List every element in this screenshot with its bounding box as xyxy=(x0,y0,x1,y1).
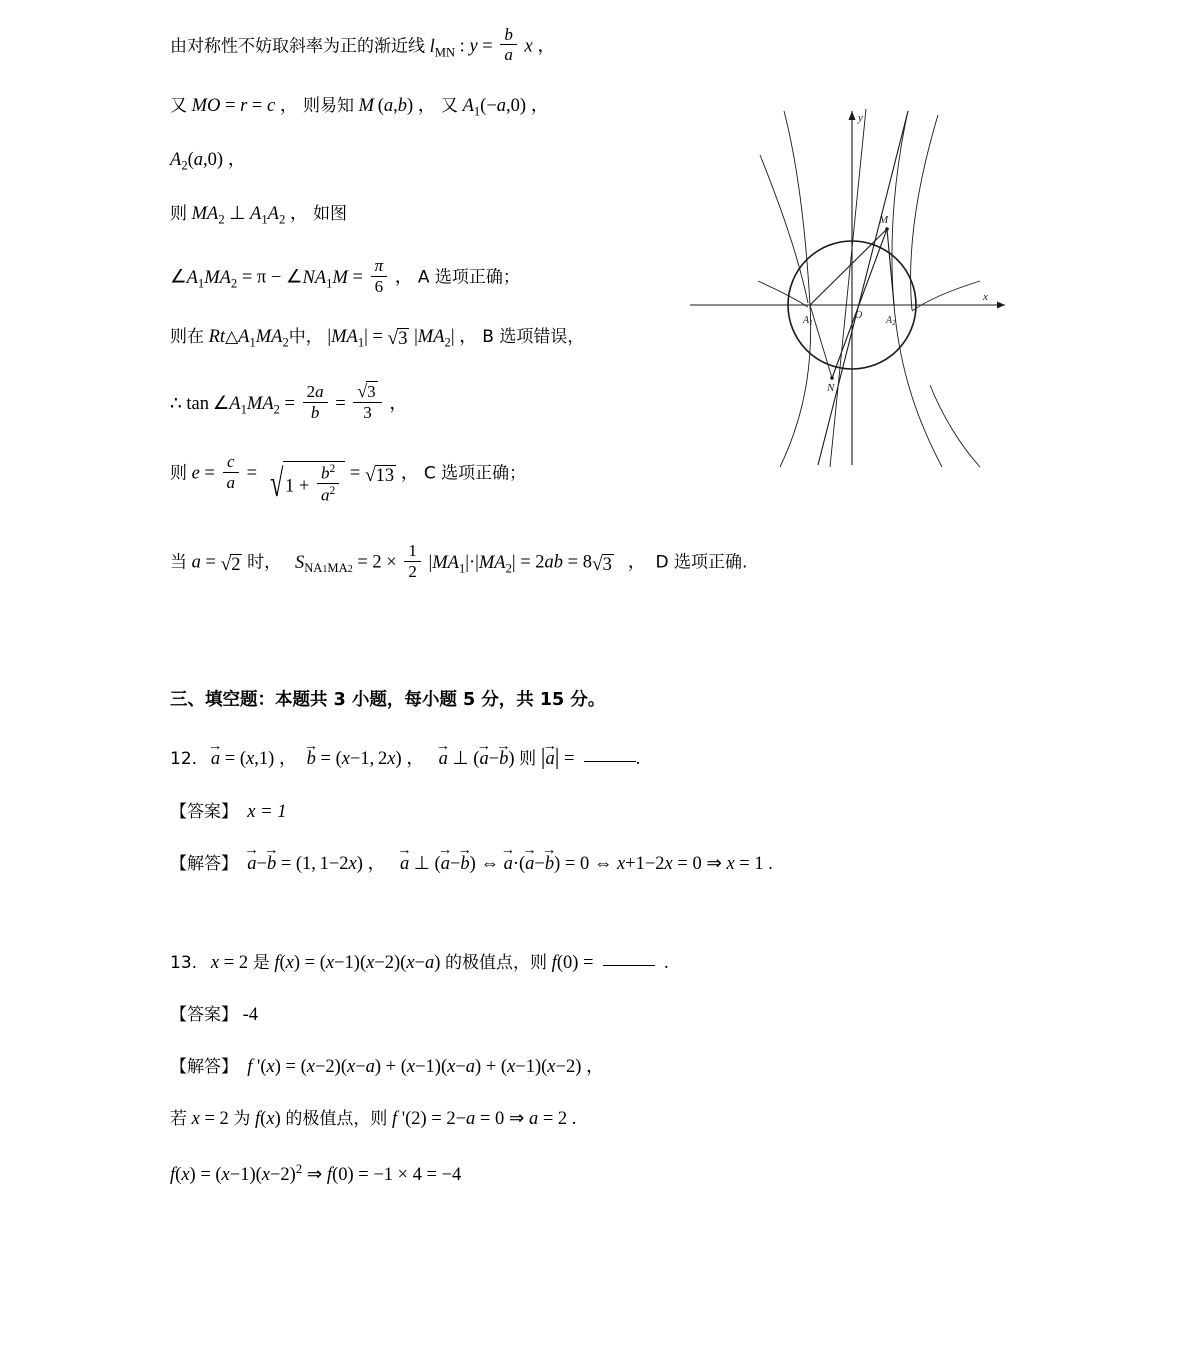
solution-line-8: 则 e = $\frac{c}{a}$ = √ 1 + $\frac{b^2}{a^2}$ = √13 ， C 选项正确； xyxy=(170,452,527,505)
point-N-dot xyxy=(830,376,834,380)
question-12: 12. a → = (x,1) ， b → = (x−1, 2x) ， a → ⊥ (a →−b →) 则 |a →| = . xyxy=(170,744,1030,771)
fraction-b-over-a: $\frac{b}{a}$ xyxy=(500,26,517,65)
text-run: 则在 xyxy=(170,327,204,348)
spacer xyxy=(170,612,1030,690)
question-13-answer xyxy=(170,1005,1030,1026)
solution-label: 【解答】 xyxy=(170,854,238,875)
y-axis-arrow xyxy=(849,111,856,120)
question-13: 13. x = 2 是 f(x) = (x−1)(x−2)(x−a) 的极值点，则 f(0) = . xyxy=(170,952,669,973)
text-run: 为 xyxy=(233,1109,251,1130)
text-run: 又 xyxy=(170,95,187,116)
sqrt-expression: √ 1 + $\frac{b^2}{a^2}$ xyxy=(262,461,346,506)
solution-line-6: 则在 $Rt\triangle A_1MA_2$中， $|MA_1| = √3$ $|MA_2|$ ， B 选项错误， xyxy=(170,327,585,350)
answer-label: 【答案】 xyxy=(170,802,238,823)
point-O-label: O xyxy=(855,310,863,321)
solution-line-1: 由对称性不妨取斜率为正的渐近线 $l_{MN}$ : y = $\frac{b}{a}$ x ， xyxy=(170,25,556,65)
hyperbola-branch-extra-3 xyxy=(930,385,980,467)
point-N-label: N xyxy=(827,382,835,394)
text-run: 又 xyxy=(440,95,458,116)
x-axis-arrow xyxy=(997,302,1005,309)
text-run: 由对称性不妨取斜率为正的渐近线 xyxy=(170,36,425,57)
asymptote-positive xyxy=(818,111,908,465)
text-run: B 选项错误， xyxy=(482,327,585,348)
answer-blank xyxy=(584,761,636,762)
x-axis-label: x xyxy=(983,291,988,303)
hyperbola-branch-left xyxy=(780,111,811,467)
question-number: 13. xyxy=(170,952,198,973)
text-run: 则 xyxy=(170,463,187,484)
section-heading-text: 三、填空题：本题共 3 小题，每小题 5 分，共 15 分。 xyxy=(170,690,606,711)
fraction-sqrt3-over-3: $\frac{√3}{3}$ xyxy=(353,382,381,423)
point-M-dot xyxy=(885,227,889,231)
section-heading xyxy=(170,690,1030,711)
hyperbola-branch-extra-2 xyxy=(912,281,980,311)
segment-NA1 xyxy=(810,305,832,378)
segment-MN xyxy=(832,229,887,378)
answer-value: -4 xyxy=(242,1004,259,1025)
hyperbola-branch-right-upper xyxy=(892,111,942,467)
text-run: 时， xyxy=(247,552,282,573)
hyperbola-branch-extra-1 xyxy=(911,115,938,310)
solution-line-4: 则 $MA_2$ ⊥ $A_1A_2$ ， 如图 xyxy=(170,203,347,227)
answer-value: x = 1 xyxy=(247,802,287,823)
hyperbola-branch-extra-5 xyxy=(760,155,808,303)
text-run: 则 xyxy=(170,203,187,224)
text-run: A 选项正确； xyxy=(417,268,520,288)
question-12-solution: 【解答】 a →−b → = (1, 1−2x) ， a → ⊥ (a →−b →) ⇔ a →·(a →−b →) = 0 ⇔ x+1−2x = 0 ⇒ x = 1 . xyxy=(170,854,1030,875)
solution-line-5: $\angle A_1MA_2 = \pi$ − $\angle NA_1M$ = $\frac{\pi}{6}$ ， A 选项正确； xyxy=(170,256,520,296)
answer-label: 【答案】 xyxy=(170,1004,238,1025)
question-13-solution-3: $f(x) = (x-1)(x-2)^2$ ⇒ f(0) = −1 × 4 = −4 xyxy=(170,1161,462,1185)
solution-line-3: $A_2(a,0)$ ， xyxy=(170,149,247,173)
solution-line-7: ∴ $\tan \angle A_1MA_2$ = $\frac{2a}{b}$ = $\frac{√3}{3}$ ， xyxy=(170,381,408,422)
fraction-pi-over-6: $\frac{\pi}{6}$ xyxy=(371,257,388,296)
text-run: 的极值点，则 xyxy=(445,952,548,973)
solution-line-9: 当 a = √2 时， $S_{NA1MA2} = 2$ × $\frac{1}{2}$ $|MA_1|\cdot|MA_2| = 2ab = 8√3$ ， D 选项正确. xyxy=(170,541,748,581)
question-12-answer xyxy=(170,802,1030,823)
question-13-solution-2: 若 x = 2 为 f(x) 的极值点，则 f '(2) = 2−a = 0 ⇒ a = 2 . xyxy=(170,1109,577,1130)
solution-label: 【解答】 xyxy=(170,1057,238,1078)
fraction-c-over-a: $\frac{c}{a}$ xyxy=(223,453,240,492)
point-A1-label: $A_1$ xyxy=(803,315,813,327)
text-run: 的极值点，则 xyxy=(285,1109,388,1130)
y-axis-label: y xyxy=(858,112,863,124)
text-run: 是 xyxy=(252,952,270,973)
line-secondary xyxy=(830,109,866,467)
text-run: C 选项正确； xyxy=(423,463,527,484)
point-A2-label: $A_2$ xyxy=(886,315,896,327)
answer-blank xyxy=(603,965,655,966)
text-run: 中， xyxy=(288,327,323,348)
question-13-solution-1: 【解答】 f '(x) = (x−2)(x−a) + (x−1)(x−a) + (x−1)(x−2) ， xyxy=(170,1057,605,1078)
point-M-label: M xyxy=(879,214,889,226)
spacer xyxy=(170,907,1030,953)
text-run: D 选项正确. xyxy=(655,552,748,573)
fraction-2a-over-b: $\frac{2a}{b}$ xyxy=(303,383,328,422)
text-run: 如图 xyxy=(313,203,347,224)
fraction-1-over-2: $\frac{1}{2}$ xyxy=(404,542,421,581)
text-run: 则 xyxy=(519,749,537,770)
hyperbola-branch-extra-4 xyxy=(758,281,808,307)
text-run: 则易知 xyxy=(302,95,354,116)
solution-line-2: 又 MO = r = c ， 则易知 M (a,b) ， 又 $A_1(-a,0)$ ， xyxy=(170,95,550,119)
text-run: 若 xyxy=(170,1109,187,1130)
text-run: 当 xyxy=(170,552,187,573)
hyperbola-figure xyxy=(680,95,1020,475)
figure-svg xyxy=(680,95,1020,475)
question-number: 12. xyxy=(170,749,198,770)
